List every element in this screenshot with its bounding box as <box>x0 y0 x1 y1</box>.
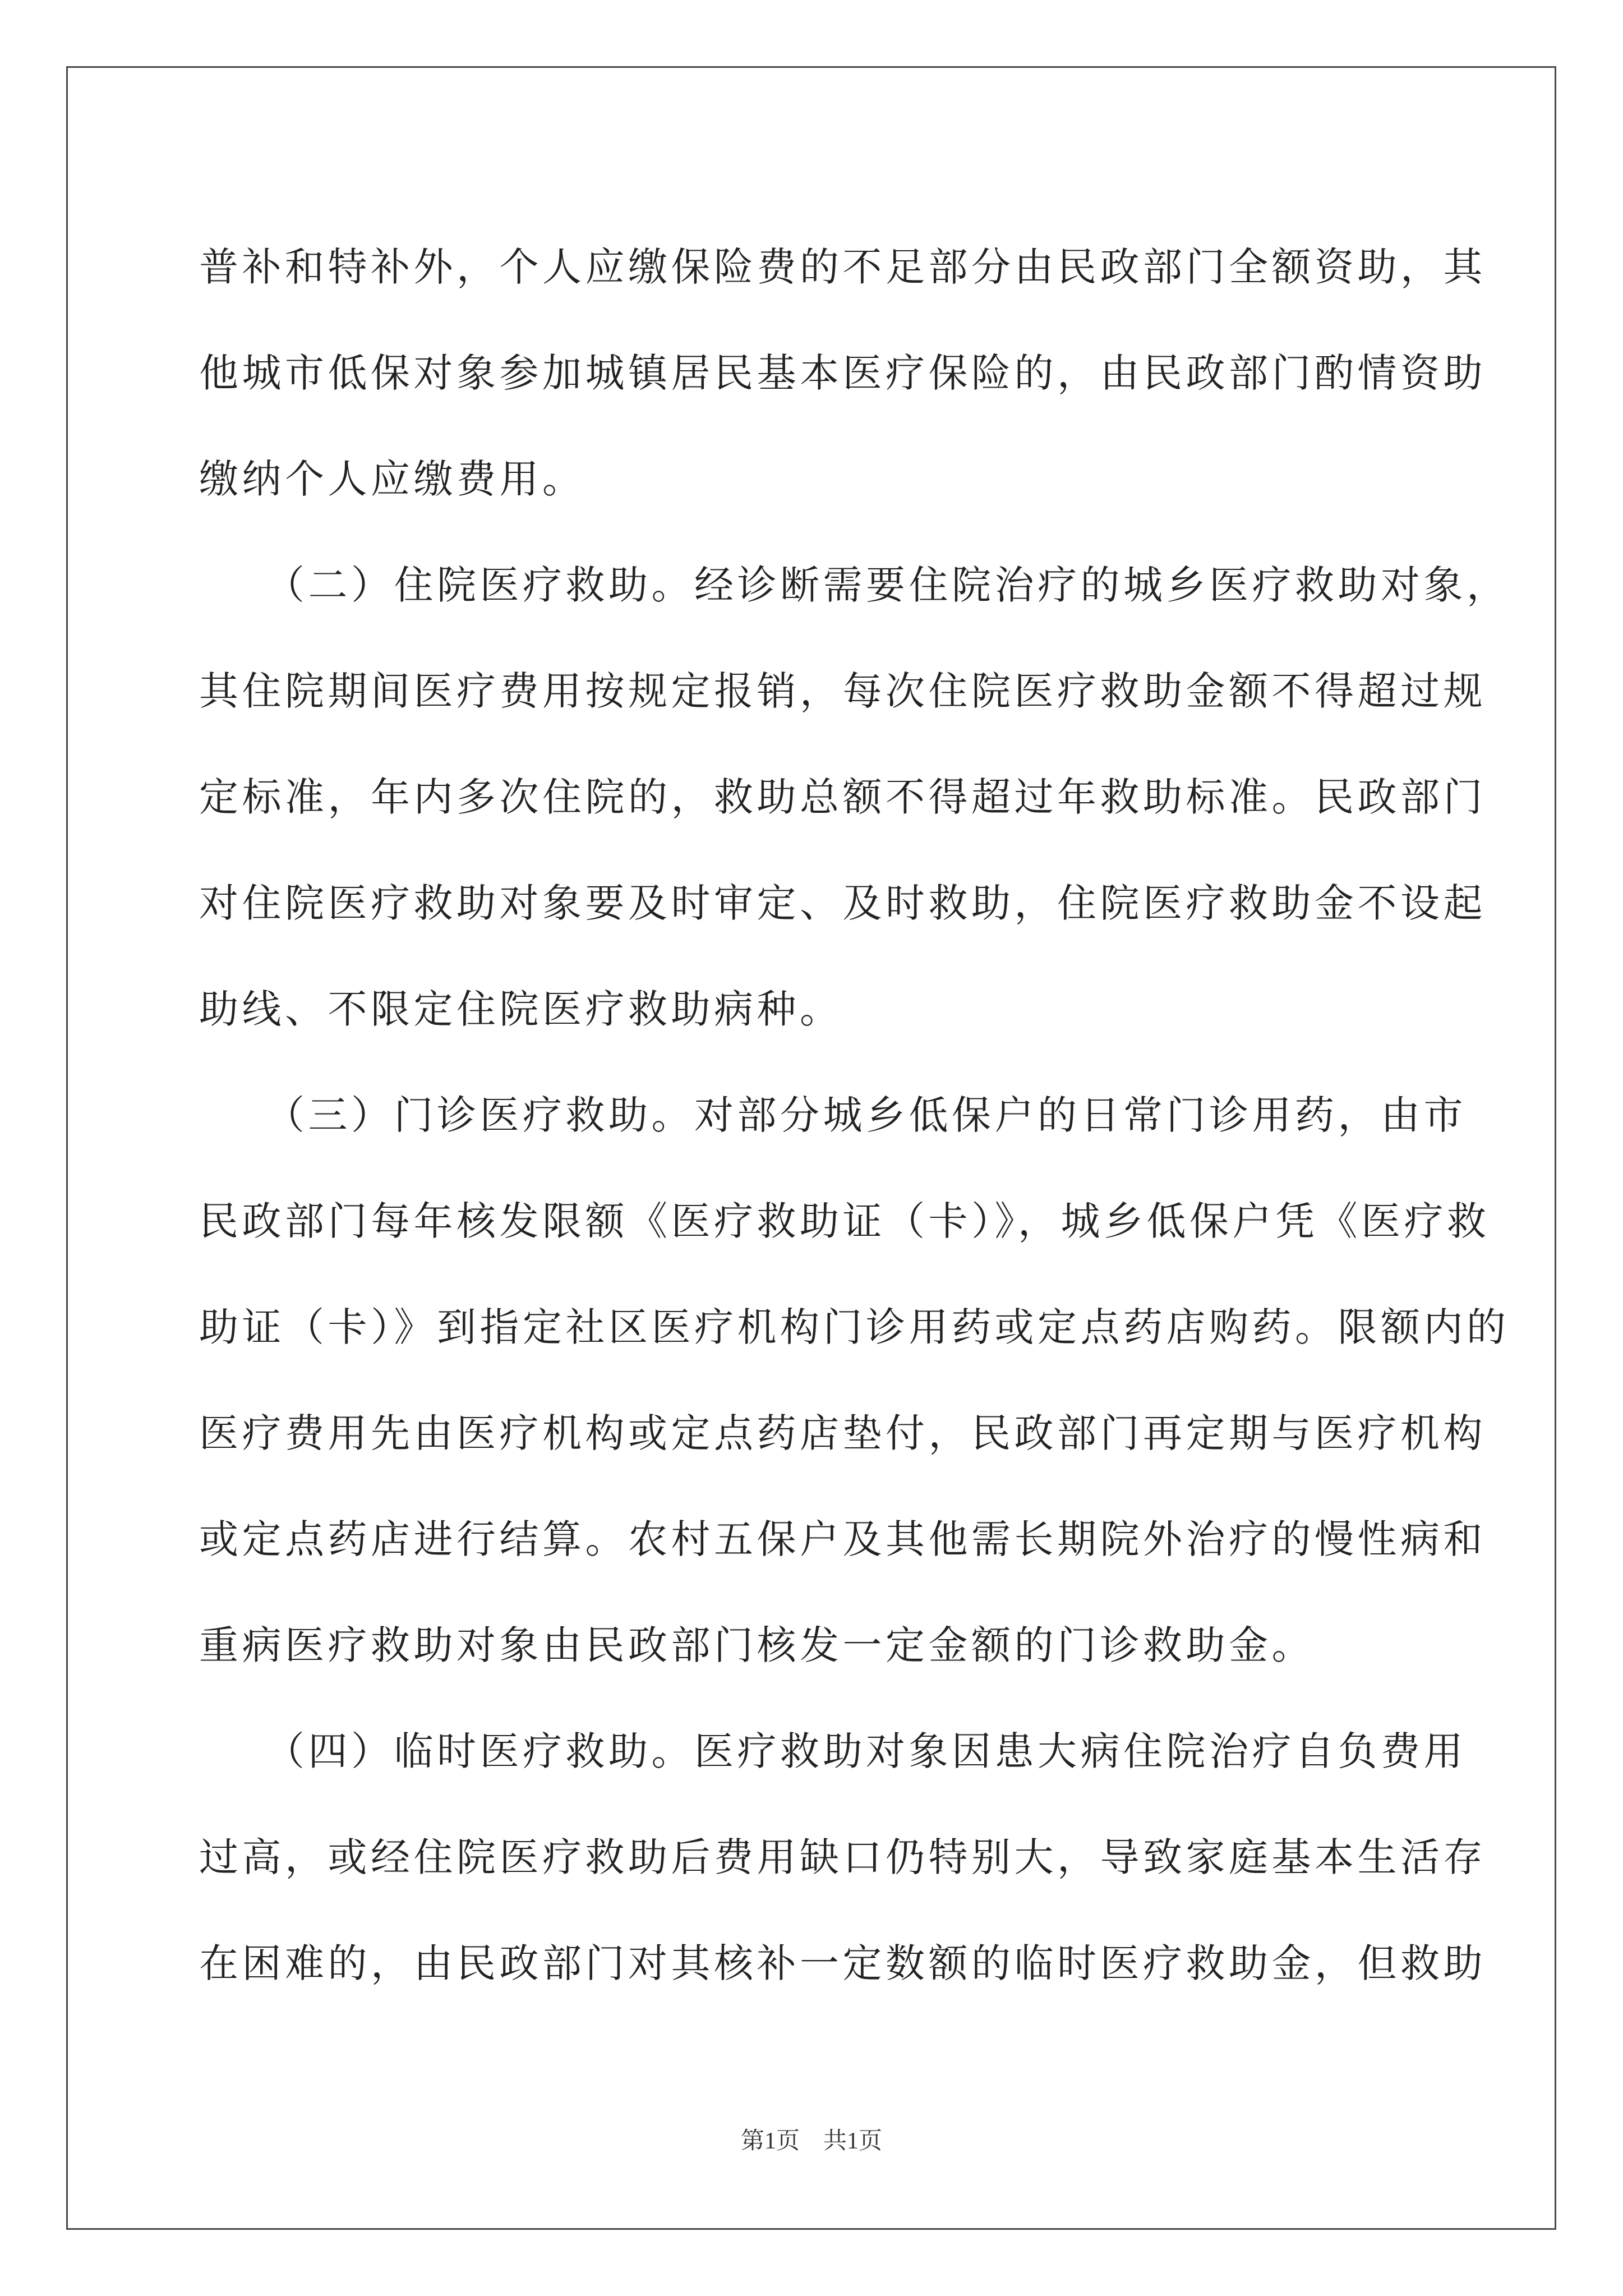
text-line: 医疗费用先由医疗机构或定点药店垫付，民政部门再定期与医疗机构 <box>199 1410 1486 1456</box>
text-line: （四）临时医疗救助。医疗救助对象因患大病住院治疗自负费用 <box>199 1728 1467 1774</box>
text-line: 重病医疗救助对象由民政部门核发一定金额的门诊救助金。 <box>199 1622 1315 1668</box>
text-line: 民政部门每年核发限额《医疗救助证（卡）》，城乡低保户凭《医疗救 <box>199 1198 1490 1244</box>
text-line: 普补和特补外，个人应缴保险费的不足部分由民政部门全额资助，其 <box>199 244 1486 290</box>
text-line: （二）住院医疗救助。经诊断需要住院治疗的城乡医疗救助对象， <box>199 562 1510 608</box>
page-number: 第1页 共1页 <box>740 2128 882 2154</box>
text-line: 缴纳个人应缴费用。 <box>199 456 585 502</box>
text-line: 定标准，年内多次住院的，救助总额不得超过年救助标准。民政部门 <box>199 774 1486 820</box>
text-line: 在困难的，由民政部门对其核补一定数额的临时医疗救助金，但救助 <box>199 1940 1486 1986</box>
text-line: 或定点药店进行结算。农村五保户及其他需长期院外治疗的慢性病和 <box>199 1516 1486 1562</box>
text-line: 助证（卡）》到指定社区医疗机构门诊用药或定点药店购药。限额内的 <box>199 1304 1510 1350</box>
document-body <box>199 214 1510 2017</box>
text-line: 助线、不限定住院医疗救助病种。 <box>199 986 843 1032</box>
text-line: 对住院医疗救助对象要及时审定、及时救助，住院医疗救助金不设起 <box>199 880 1486 926</box>
text-line: 其住院期间医疗费用按规定报销，每次住院医疗救助金额不得超过规 <box>199 668 1486 714</box>
text-line: 过高，或经住院医疗救助后费用缺口仍特别大，导致家庭基本生活存 <box>199 1834 1486 1880</box>
text-line: （三）门诊医疗救助。对部分城乡低保户的日常门诊用药，由市 <box>199 1092 1467 1138</box>
page-footer <box>0 2122 1623 2156</box>
text-line: 他城市低保对象参加城镇居民基本医疗保险的，由民政部门酌情资助 <box>199 350 1486 396</box>
